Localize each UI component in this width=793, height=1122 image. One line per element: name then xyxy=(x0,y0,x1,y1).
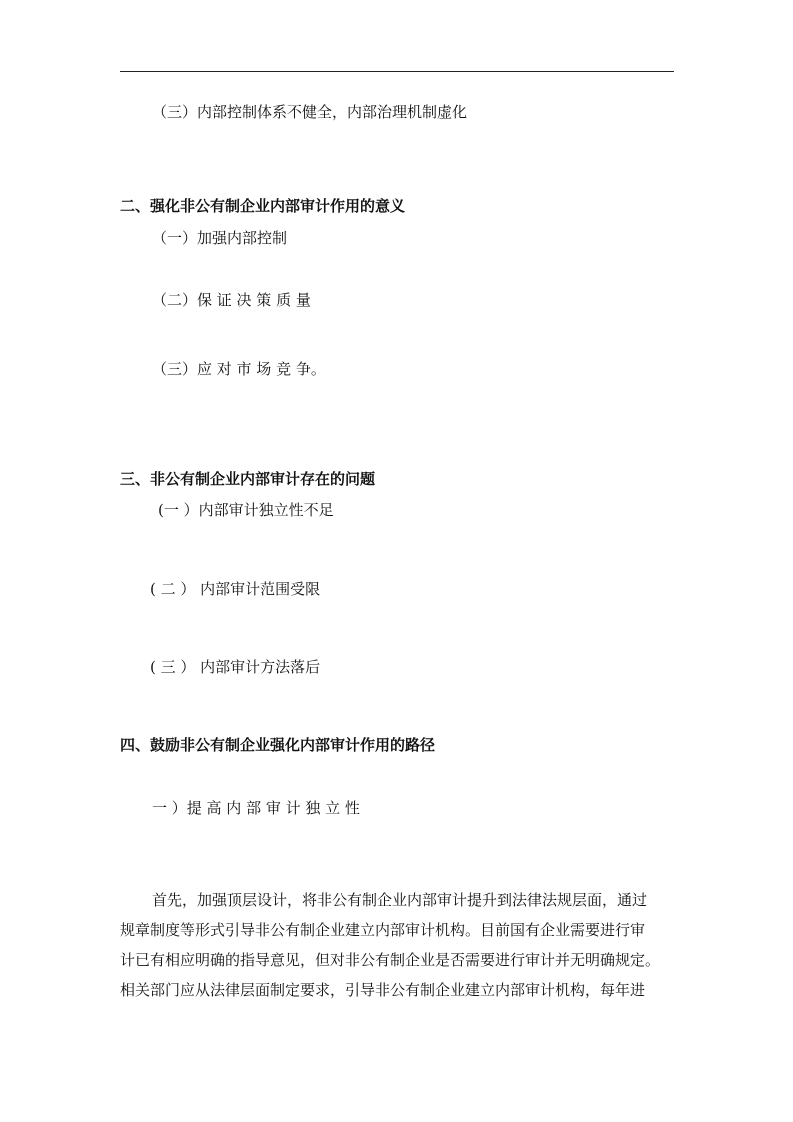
section-2-heading: 二、强化非公有制企业内部审计作用的意义 xyxy=(120,197,406,215)
paragraph-line-4: 相关部门应从法律层面制定要求，引导非公有制企业建立内部审计机构，每年进 xyxy=(120,981,646,999)
s4-item-1: 一 ）提 高 内 部 审 计 独 立 性 xyxy=(152,799,360,817)
s3-item-1: (一 ）内部审计独立性不足 xyxy=(158,501,334,519)
body-paragraph xyxy=(120,885,680,1005)
s2-item-1: （一）加强内部控制 xyxy=(152,229,288,247)
section-3-heading: 三、非公有制企业内部审计存在的问题 xyxy=(120,470,376,488)
header-rule xyxy=(120,71,674,72)
paragraph-line-3: 计已有相应明确的指导意见，但对非公有制企业是否需要进行审计并无明确规定。 xyxy=(120,951,661,969)
s3-item-3: ( 三 ） 内部审计方法落后 xyxy=(150,658,321,676)
section-4-heading: 四、鼓励非公有制企业强化内部审计作用的路径 xyxy=(120,736,436,754)
paragraph-line-2: 规章制度等形式引导非公有制企业建立内部审计机构。目前国有企业需要进行审 xyxy=(120,921,646,939)
s1-item-3: （三）内部控制体系不健全，内部治理机制虚化 xyxy=(152,103,468,121)
s2-item-3: （三）应 对 市 场 竞 争。 xyxy=(152,360,326,378)
s3-item-2: ( 二 ） 内部审计范围受限 xyxy=(150,580,321,598)
s2-item-2: （二）保 证 决 策 质 量 xyxy=(152,291,311,309)
paragraph-line-1: 首先，加强顶层设计，将非公有制企业内部审计提升到法律法规层面，通过 xyxy=(152,891,648,909)
